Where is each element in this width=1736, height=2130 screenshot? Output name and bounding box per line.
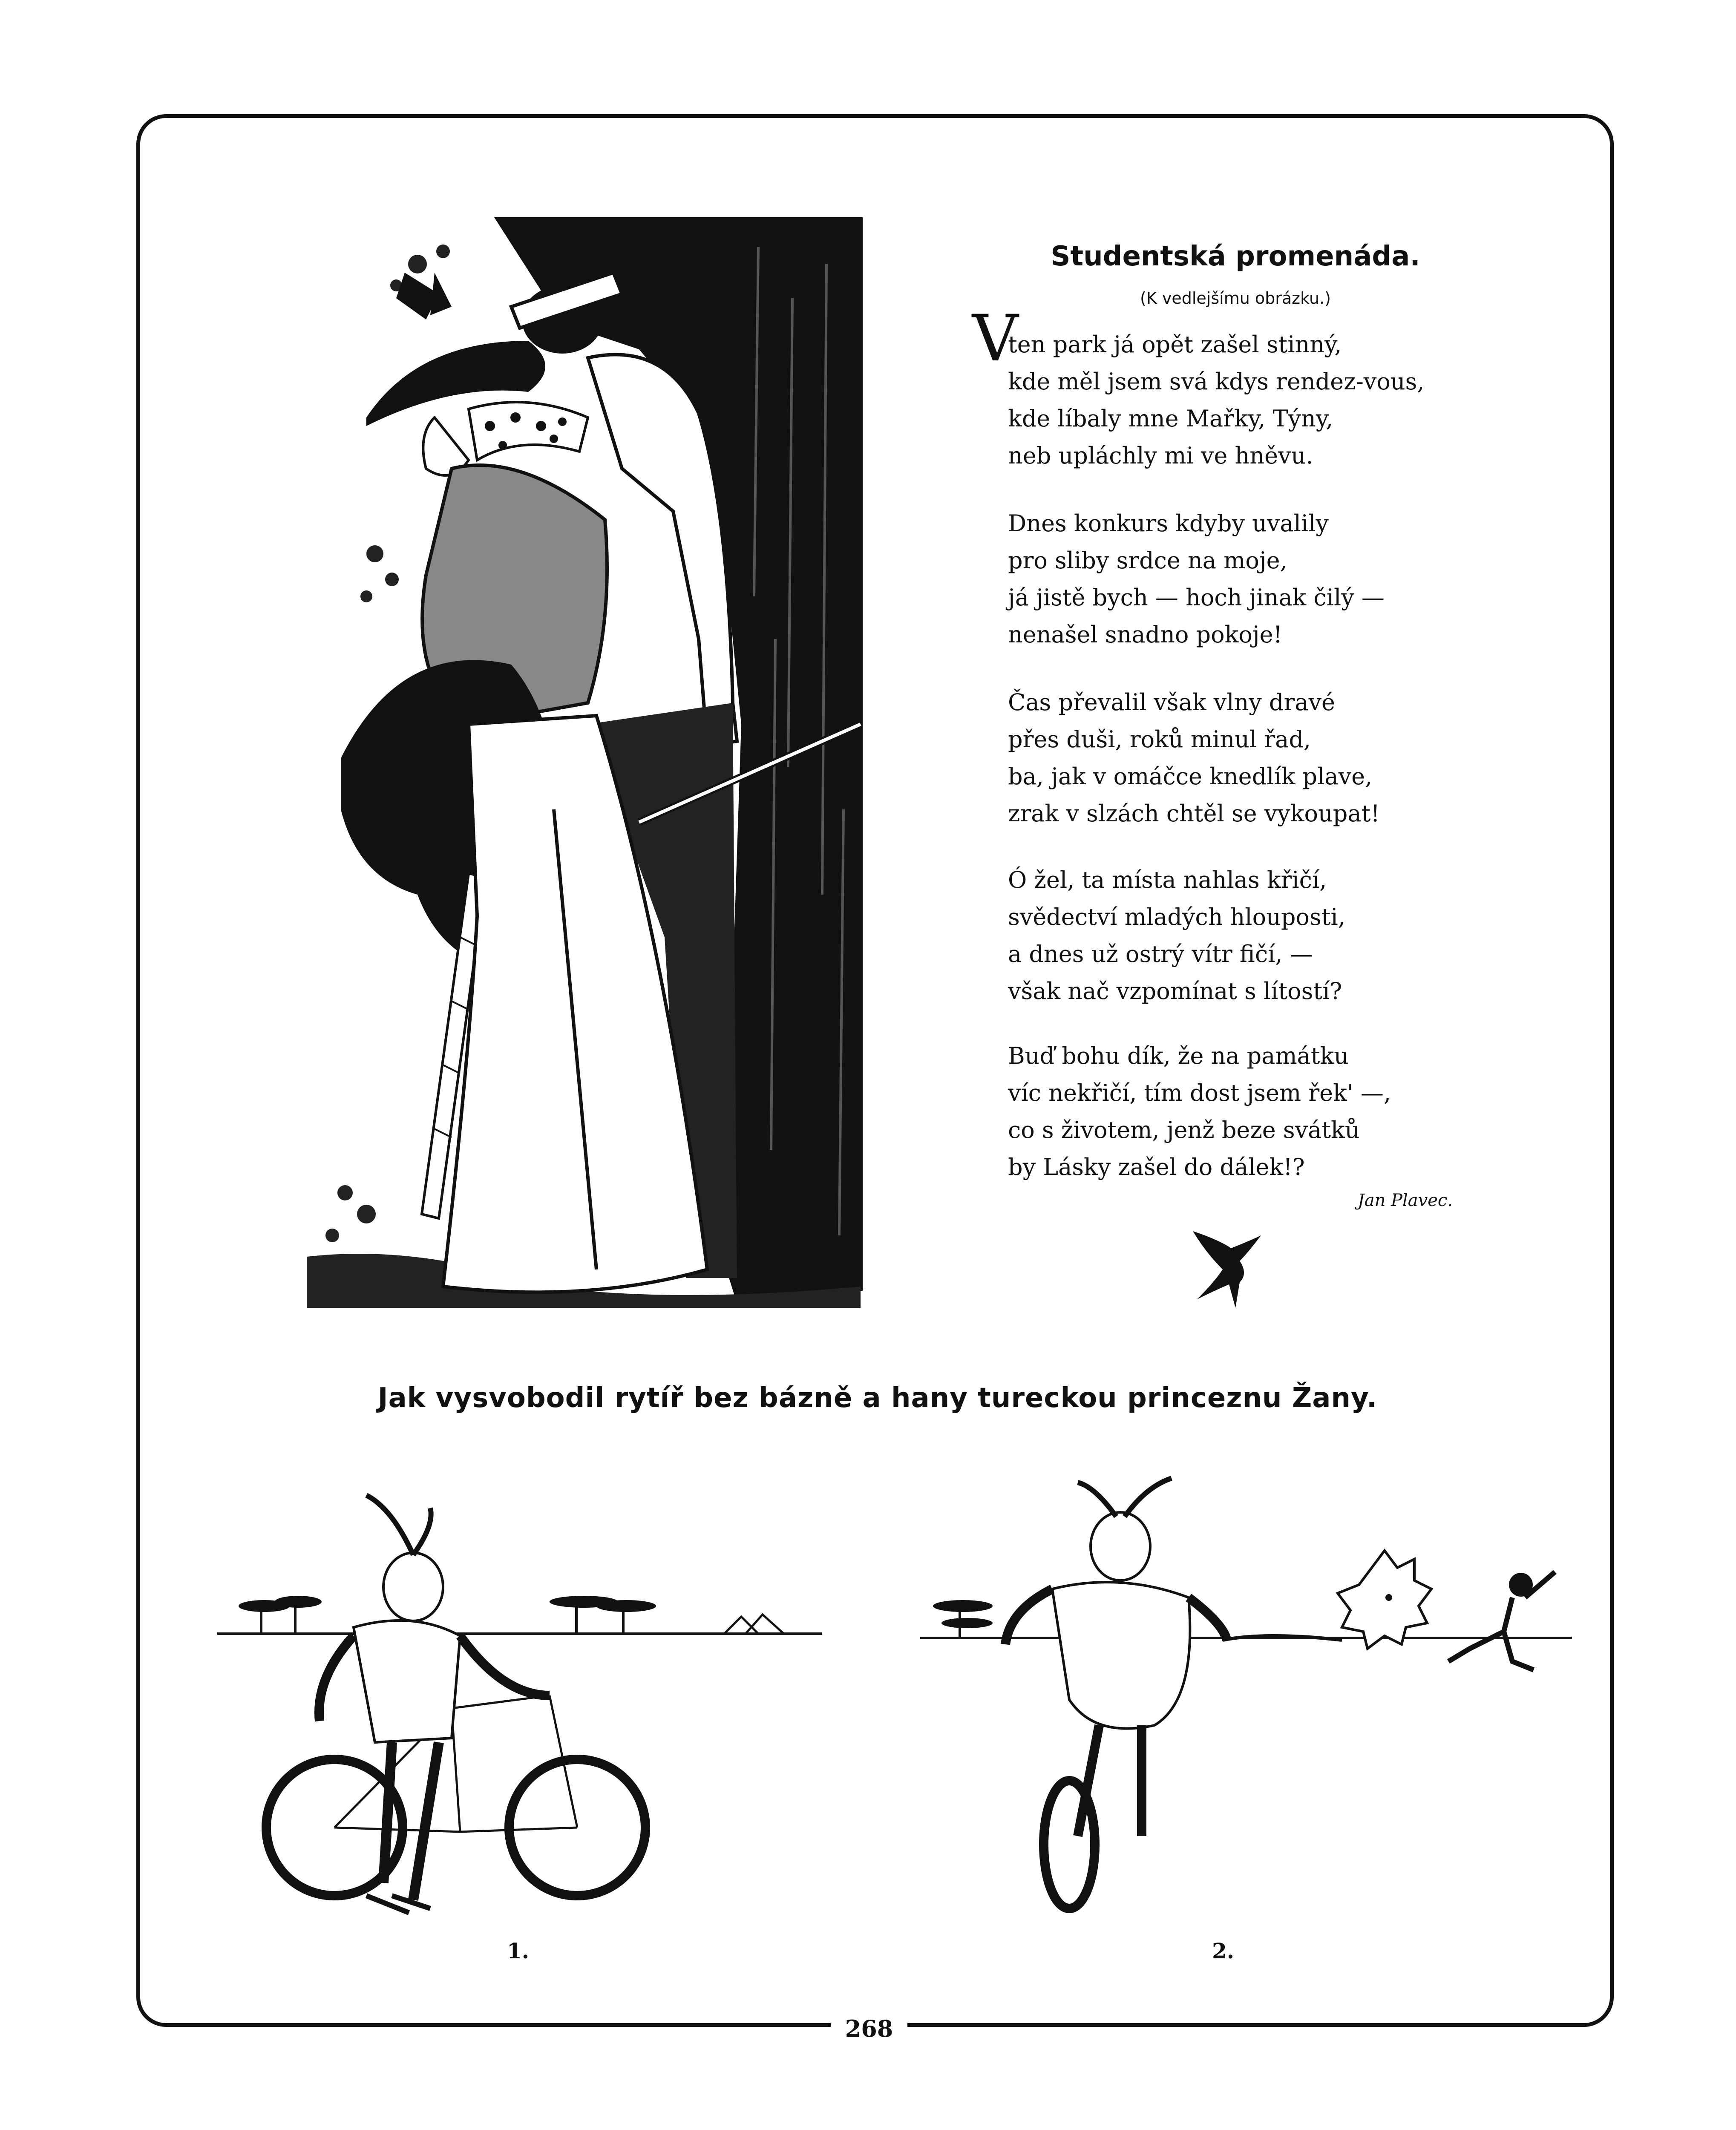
poem-line: Ó žel, ta místa nahlas křičí, bbox=[1008, 866, 1327, 893]
poem-line: víc nekřičí, tím dost jsem řek' —, bbox=[1008, 1079, 1391, 1106]
poem-dropcap: V bbox=[972, 302, 1019, 376]
couple-illustration bbox=[290, 213, 869, 1321]
poem-line: Dnes konkurs kdyby uvalily bbox=[1008, 510, 1329, 537]
poem-line: Čas převalil však vlny dravé bbox=[1008, 689, 1335, 716]
poem-stanza bbox=[1008, 505, 1385, 653]
poem-line: ba, jak v omáčce knedlík plave, bbox=[1008, 763, 1373, 790]
poem-line: kde měl jsem svá kdys rendez-vous, bbox=[1008, 368, 1425, 395]
page-number: 268 bbox=[831, 2015, 907, 2042]
poem-line: zrak v slzách chtěl se vykoupat! bbox=[1008, 800, 1380, 827]
poem-subtitle: (K vedlejšímu obrázku.) bbox=[1140, 289, 1331, 308]
poem-line: přes duši, roků minul řad, bbox=[1008, 726, 1311, 753]
poem-line: Buď bohu dík, že na památku bbox=[1008, 1042, 1349, 1069]
poem-line: by Lásky zašel do dálek!? bbox=[1008, 1154, 1305, 1180]
poem-line: neb upláchly mi ve hněvu. bbox=[1008, 442, 1313, 469]
poem-stanza bbox=[1008, 326, 1424, 474]
poem-line: nenašel snadno pokoje! bbox=[1008, 621, 1283, 648]
comic-panel-1-label: 1. bbox=[507, 1938, 530, 1963]
comic-panel-2-knight-chase bbox=[916, 1461, 1589, 1921]
poem-line: ten park já opět zašel stinný, bbox=[1008, 331, 1342, 358]
poem-line: a dnes už ostrý vítr fičí, — bbox=[1008, 941, 1313, 967]
comic-panel-1-knight-bicycle bbox=[213, 1474, 831, 1934]
poem-author: Jan Plavec. bbox=[1357, 1191, 1453, 1210]
comic-title: Jak vysvobodil rytíř bez bázně a hany tureckou princeznu Žany. bbox=[377, 1382, 1378, 1414]
poem-line: pro sliby srdce na moje, bbox=[1008, 547, 1287, 574]
poem-line: co s životem, jenž beze svátků bbox=[1008, 1117, 1360, 1143]
swallow-ornament-icon bbox=[1189, 1223, 1265, 1316]
comic-panel-2-label: 2. bbox=[1212, 1938, 1235, 1963]
poem-line: však nač vzpomínat s lítostí? bbox=[1008, 978, 1342, 1005]
poem-stanza bbox=[1008, 1037, 1391, 1186]
poem-stanza bbox=[1008, 684, 1380, 832]
poem-title: Studentská promenáda. bbox=[1051, 241, 1420, 272]
poem-line: já jistě bych — hoch jinak čilý — bbox=[1008, 584, 1385, 611]
poem-stanza bbox=[1008, 861, 1345, 1010]
poem-line: svědectví mladých hlouposti, bbox=[1008, 904, 1345, 930]
poem-line: kde líbaly mne Mařky, Týny, bbox=[1008, 405, 1333, 432]
